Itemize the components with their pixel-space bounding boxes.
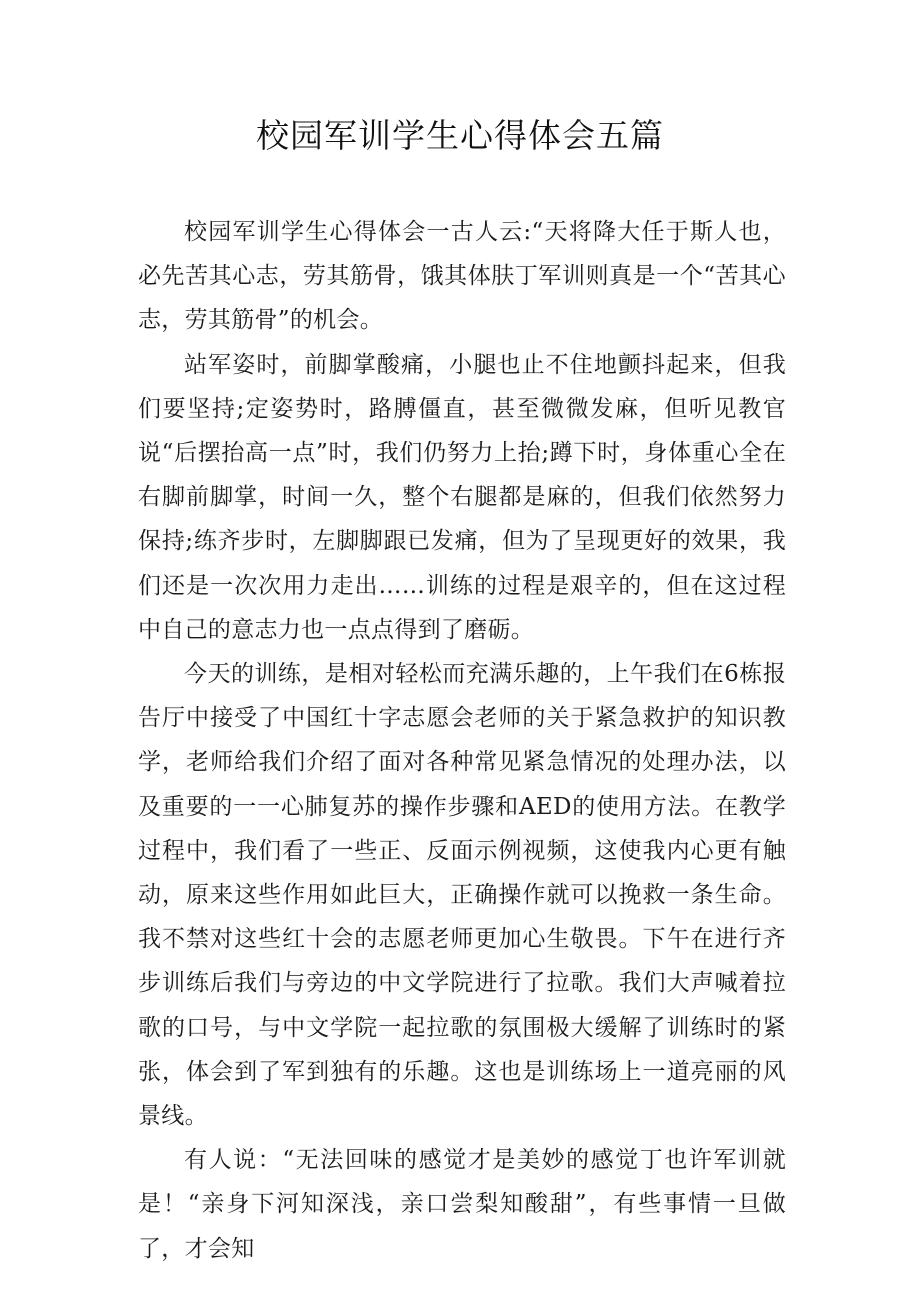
paragraph-todays-training: 今天的训练，是相对轻松而充满乐趣的，上午我们在6栋报告厅中接受了中国红十字志愿会老师的关于紧急救护的知识教学，老师给我们介绍了面对各种常见紧急情况的处理办法，以及重要的一一心肺复苏的操作步骤和AED的使用方法。在教学过程中，我们看了一些正、反面示例视频，这使我内心更有触动，原来这些作用如此巨大，正确操作就可以挽救一条生命。我不禁对这些红十会的志愿老师更加心生敬畏。下午在进行齐步训练后我们与旁边的中文学院进行了拉歌。我们大声喊着拉歌的口号，与中文学院一起拉歌的氛围极大缓解了训练时的紧张，体会到了军到独有的乐趣。这也是训练场上一道亮丽的风景线。: [138, 661, 786, 1130]
paragraph-intro: 校园军训学生心得体会一古人云:“天将降大任于斯人也，必先苦其心志，劳其筋骨，饿其体肤丁军训则真是一个“苦其心志，劳其筋骨”的机会。: [138, 219, 786, 334]
document-title: 校园军训学生心得体会五篇: [256, 116, 664, 155]
paragraph-someone-said: 有人说：“无法回味的感觉才是美妙的感觉丁也许军训就是！“亲身下河知深浅，亲口尝梨知酸甜”，有些事情一旦做了，才会知: [138, 1147, 786, 1262]
paragraph-standing-posture: 站军姿时，前脚掌酸痛，小腿也止不住地颤抖起来，但我们要坚持;定姿势时，路膊僵直，甚至微微发麻，但听见教官说“后摆抬高一点”时，我们仍努力上抬;蹲下时，身体重心全在右脚前脚掌，时间一久，整个右腿都是麻的，但我们依然努力保持;练齐步时，左脚脚跟已发痛，但为了呈现更好的效果，我们还是一次次用力走出……训练的过程是艰辛的，但在这过程中自己的意志力也一点点得到了磨砺。: [138, 351, 786, 643]
document-body: [138, 210, 786, 1271]
